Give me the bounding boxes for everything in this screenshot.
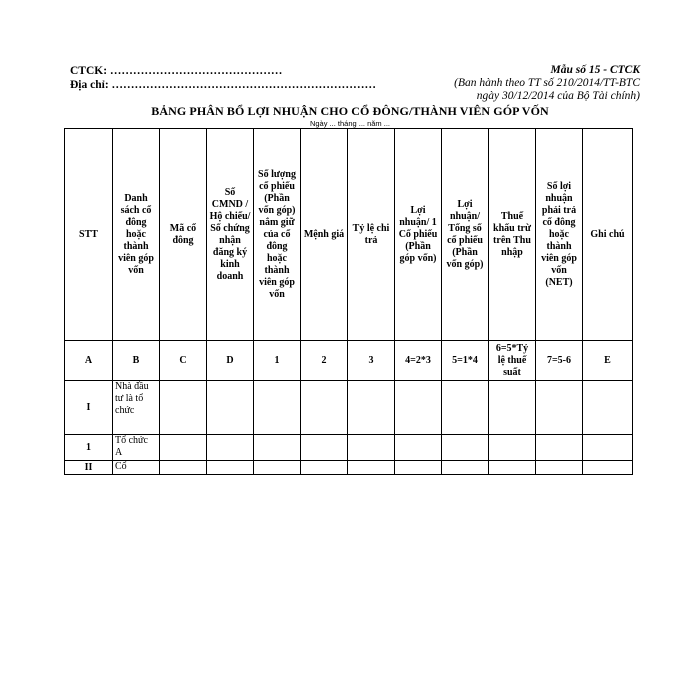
empty-cell <box>536 461 583 475</box>
column-header: STT <box>65 129 113 341</box>
empty-cell <box>254 435 301 461</box>
company-header <box>70 64 376 92</box>
table-row <box>65 461 633 475</box>
column-header: Danh sách cổ đông hoặc thành viên góp vốn <box>113 129 160 341</box>
issued-line-1: (Ban hành theo TT số 210/2014/TT-BTC <box>454 77 640 89</box>
row-stt: 1 <box>65 435 113 461</box>
empty-cell <box>536 381 583 435</box>
empty-cell <box>207 381 254 435</box>
column-header: Số CMND / Hộ chiếu/ Số chứng nhận đăng ký kinh doanh <box>207 129 254 341</box>
column-header: Mệnh giá <box>301 129 348 341</box>
row-name: Cổ <box>113 461 160 475</box>
address-label: Địa chỉ: …………………………………………………………… <box>70 79 377 91</box>
empty-cell <box>583 435 633 461</box>
empty-cell <box>489 381 536 435</box>
column-index: B <box>113 341 160 381</box>
empty-cell <box>207 435 254 461</box>
empty-cell <box>348 435 395 461</box>
column-index: 5=1*4 <box>442 341 489 381</box>
column-index: 7=5-6 <box>536 341 583 381</box>
row-stt: I <box>65 381 113 435</box>
empty-cell <box>207 461 254 475</box>
table-row <box>65 381 633 435</box>
empty-cell <box>160 381 207 435</box>
empty-cell <box>395 461 442 475</box>
row-name: Nhà đầu tư là tổ chức <box>113 381 160 435</box>
empty-cell <box>395 435 442 461</box>
column-header: Số lợi nhuận phải trả cổ đông hoặc thành viên góp vốn (NET) <box>536 129 583 341</box>
column-index: C <box>160 341 207 381</box>
document-title: BẢNG PHÂN BỔ LỢI NHUẬN CHO CỔ ĐÔNG/THÀNH VIÊN GÓP VỐN <box>151 104 549 118</box>
empty-cell <box>489 461 536 475</box>
ctck-label: CTCK: ……………………………………… <box>70 65 283 77</box>
issued-line-2: ngày 30/12/2014 của Bộ Tài chính) <box>476 90 640 102</box>
row-stt: II <box>65 461 113 475</box>
column-index: D <box>207 341 254 381</box>
column-index: 2 <box>301 341 348 381</box>
column-index: 6=5*Tỷ lệ thuế suất <box>489 341 536 381</box>
column-index: A <box>65 341 113 381</box>
empty-cell <box>583 381 633 435</box>
date-line: Ngày ... tháng ... năm ... <box>309 119 391 128</box>
form-reference <box>400 64 640 103</box>
column-index: 4=2*3 <box>395 341 442 381</box>
form-number: Mẫu số 15 - CTCK <box>550 64 640 76</box>
empty-cell <box>254 461 301 475</box>
column-index: 1 <box>254 341 301 381</box>
table-header-row <box>65 129 633 341</box>
empty-cell <box>348 381 395 435</box>
empty-cell <box>395 381 442 435</box>
column-header: Lợi nhuận/ Tổng số cổ phiếu (Phần vốn góp) <box>442 129 489 341</box>
column-header: Tỷ lệ chi trả <box>348 129 395 341</box>
column-header: Số lượng cổ phiếu (Phần vốn góp) nắm giữ của cổ đông hoặc thành viên góp vốn <box>254 129 301 341</box>
table-row <box>65 435 633 461</box>
column-index: 3 <box>348 341 395 381</box>
empty-cell <box>301 435 348 461</box>
row-name: Tổ chức A <box>113 435 160 461</box>
column-index: E <box>583 341 633 381</box>
column-header: Thuế khấu trừ trên Thu nhập <box>489 129 536 341</box>
column-header: Ghi chú <box>583 129 633 341</box>
column-header: Mã cổ đông <box>160 129 207 341</box>
empty-cell <box>489 435 536 461</box>
empty-cell <box>301 461 348 475</box>
empty-cell <box>536 435 583 461</box>
empty-cell <box>442 461 489 475</box>
empty-cell <box>254 381 301 435</box>
empty-cell <box>583 461 633 475</box>
profit-allocation-table <box>64 128 633 475</box>
empty-cell <box>160 435 207 461</box>
column-index-row <box>65 341 633 381</box>
column-header: Lợi nhuận/ 1 Cổ phiếu (Phần góp vốn) <box>395 129 442 341</box>
empty-cell <box>442 435 489 461</box>
empty-cell <box>442 381 489 435</box>
empty-cell <box>301 381 348 435</box>
empty-cell <box>160 461 207 475</box>
empty-cell <box>348 461 395 475</box>
